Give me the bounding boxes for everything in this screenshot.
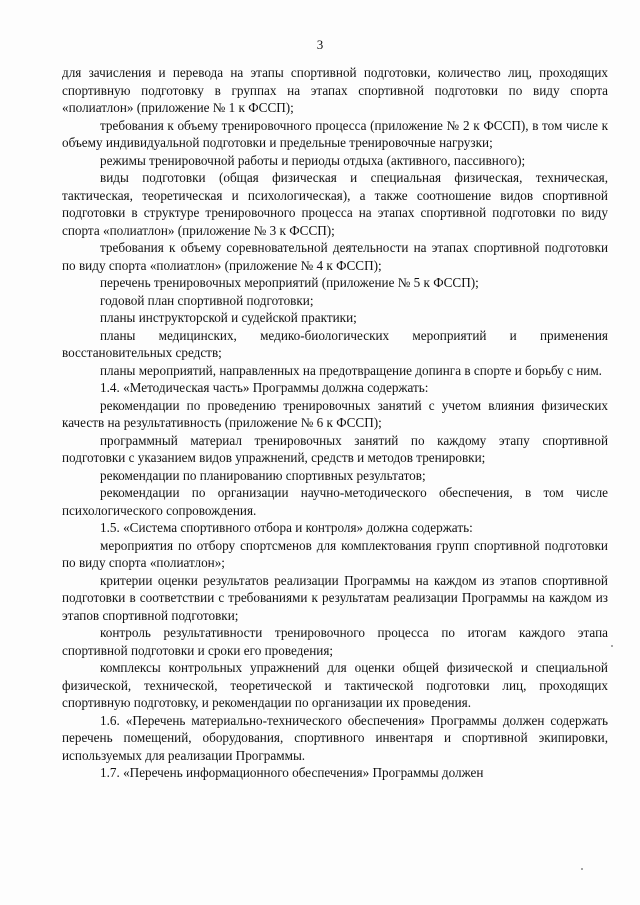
- paragraph: контроль результативности тренировочного процесса по итогам каждого этапа спортивной подготовки и сроки его проведения;: [62, 625, 608, 658]
- section-heading-1-5: 1.5. «Система спортивного отбора и контроля» должна содержать:: [100, 520, 473, 535]
- paragraph: программный материал тренировочных занятий по каждому этапу спортивной подготовки с указанием видов упражнений, средств и методов тренировки;: [62, 432, 608, 465]
- paragraph: перечень тренировочных мероприятий (приложение № 5 к ФССП);: [100, 275, 479, 290]
- paragraph: рекомендации по организации научно-методического обеспечения, в том числе психологического сопровождения.: [62, 485, 608, 518]
- section-1-7: 1.7. «Перечень информационного обеспечения» Программы должен: [100, 765, 484, 780]
- paragraph: критерии оценки результатов реализации Программы на каждом из этапов спортивной подготовки в соответствии с требованиями к результатам реализации Программы на каждом из этапов спортивной подготовки;: [62, 572, 608, 623]
- paragraph: планы медицинских, медико-биологических мероприятий и применения восстановительных средств;: [62, 327, 608, 360]
- paragraph: планы инструкторской и судейской практики;: [100, 310, 357, 325]
- paragraph: комплексы контрольных упражнений для оценки общей физической и специальной физической, технической, теоретической и тактической подготовки лиц, проходящих спортивную подготовку, и рекомендации по организации их проведения.: [62, 660, 608, 710]
- document-body: [62, 64, 608, 782]
- page-number: 3: [316, 37, 324, 52]
- paragraph: годовой план спортивной подготовки;: [100, 292, 314, 308]
- paragraph: рекомендации по планированию спортивных результатов;: [100, 467, 426, 483]
- scan-speck: [581, 868, 583, 870]
- paragraph: виды подготовки (общая физическая и специальная физическая, техническая, тактическая, теоретическая и психологическая), а также соотношение видов спортивной подготовки в структуре тренировочного процесса на этапах спортивной подготовки по виду спорта «полиатлон» (приложение № 3 к ФССП);: [62, 170, 608, 238]
- scan-speck: [611, 645, 613, 647]
- paragraph: для зачисления и перевода на этапы спортивной подготовки, количество лиц, проходящих спортивную подготовку в группах на этапах спортивной подготовки по виду спорта «полиатлон» (приложение № 1 к ФССП);: [62, 65, 608, 115]
- section-1-6: 1.6. «Перечень материально-технического обеспечения» Программы должен содержать перечень помещений, оборудования, спортивного инвентаря и спортивной экипировки, используемых для реализации Программы.: [62, 712, 608, 763]
- section-heading-1-4: 1.4. «Методическая часть» Программы должна содержать:: [100, 380, 429, 395]
- paragraph: мероприятия по отбору спортсменов для комплектования групп спортивной подготовки по виду спорта «полиатлон»;: [62, 537, 608, 570]
- paragraph: рекомендации по проведению тренировочных занятий с учетом влияния физических качеств на результативность (приложение № 6 к ФССП);: [62, 397, 608, 430]
- paragraph: режимы тренировочной работы и периоды отдыха (активного, пассивного);: [100, 152, 526, 168]
- paragraph: планы мероприятий, направленных на предотвращение допинга в спорте и борьбу с ним.: [100, 362, 602, 378]
- paragraph: требования к объему тренировочного процесса (приложение № 2 к ФССП), в том числе к объему индивидуальной подготовки и предельные тренировочные нагрузки;: [62, 117, 608, 150]
- paragraph: требования к объему соревновательной деятельности на этапах спортивной подготовки по виду спорта «полиатлон» (приложение № 4 к ФССП);: [62, 240, 608, 273]
